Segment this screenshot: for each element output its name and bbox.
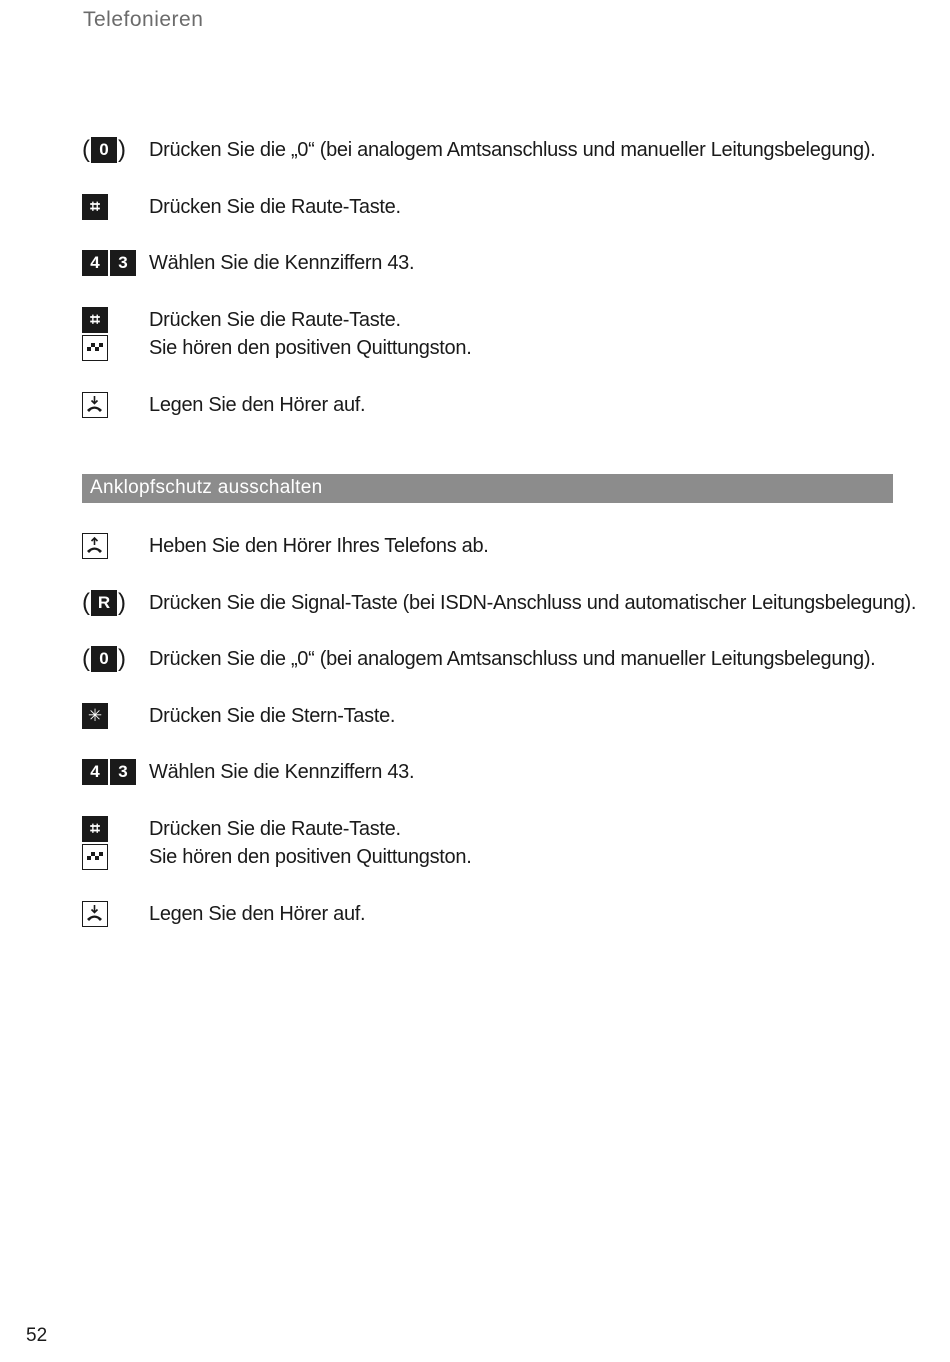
lift-handset-icon bbox=[82, 533, 108, 559]
step-text: Drücken Sie die „0“ (bei analogem Amtsanschluss und manueller Leitungsbelegung). bbox=[149, 139, 876, 161]
hash-key-icon: ⌗ bbox=[82, 307, 108, 333]
section-heading-bar bbox=[82, 474, 893, 503]
page-header-title: Telefonieren bbox=[83, 8, 204, 31]
step-text: Drücken Sie die Raute-Taste. bbox=[149, 818, 401, 840]
step-text: Drücken Sie die „0“ (bei analogem Amtsanschluss und manueller Leitungsbelegung). bbox=[149, 648, 876, 670]
step-text: Drücken Sie die Raute-Taste. bbox=[149, 196, 401, 218]
step-text: Wählen Sie die Kennziffern 43. bbox=[149, 761, 415, 783]
hash-key-icon: ⌗ bbox=[82, 816, 108, 842]
step-text: Legen Sie den Hörer auf. bbox=[149, 394, 366, 416]
step-text: Heben Sie den Hörer Ihres Telefons ab. bbox=[149, 535, 489, 557]
step-text: Drücken Sie die Signal-Taste (bei ISDN-Anschluss und automatischer Leitungsbelegung). bbox=[149, 592, 917, 614]
step-text: Drücken Sie die Raute-Taste. bbox=[149, 309, 401, 331]
step-text: Drücken Sie die Stern-Taste. bbox=[149, 705, 396, 727]
confirmation-tone-icon bbox=[82, 335, 108, 361]
key-0-optional-icon: ( 0 ) bbox=[82, 136, 126, 163]
star-key-icon: ✳ bbox=[82, 703, 108, 729]
hash-key-icon: ⌗ bbox=[82, 194, 108, 220]
key-r-optional-icon: ( R ) bbox=[82, 589, 126, 616]
step-text: Sie hören den positiven Quittungston. bbox=[149, 337, 472, 359]
step-text: Wählen Sie die Kennziffern 43. bbox=[149, 252, 415, 274]
step-text: Legen Sie den Hörer auf. bbox=[149, 903, 366, 925]
section-heading: Anklopfschutz ausschalten bbox=[90, 477, 323, 498]
hang-up-icon bbox=[82, 901, 108, 927]
confirmation-tone-icon bbox=[82, 844, 108, 870]
digit-keys-icon: 4 3 bbox=[82, 758, 144, 786]
hang-up-icon bbox=[82, 392, 108, 418]
step-text: Sie hören den positiven Quittungston. bbox=[149, 846, 472, 868]
key-0-optional-icon: ( 0 ) bbox=[82, 645, 126, 672]
digit-keys-icon: 4 3 bbox=[82, 249, 144, 277]
page-number: 52 bbox=[26, 1325, 48, 1346]
